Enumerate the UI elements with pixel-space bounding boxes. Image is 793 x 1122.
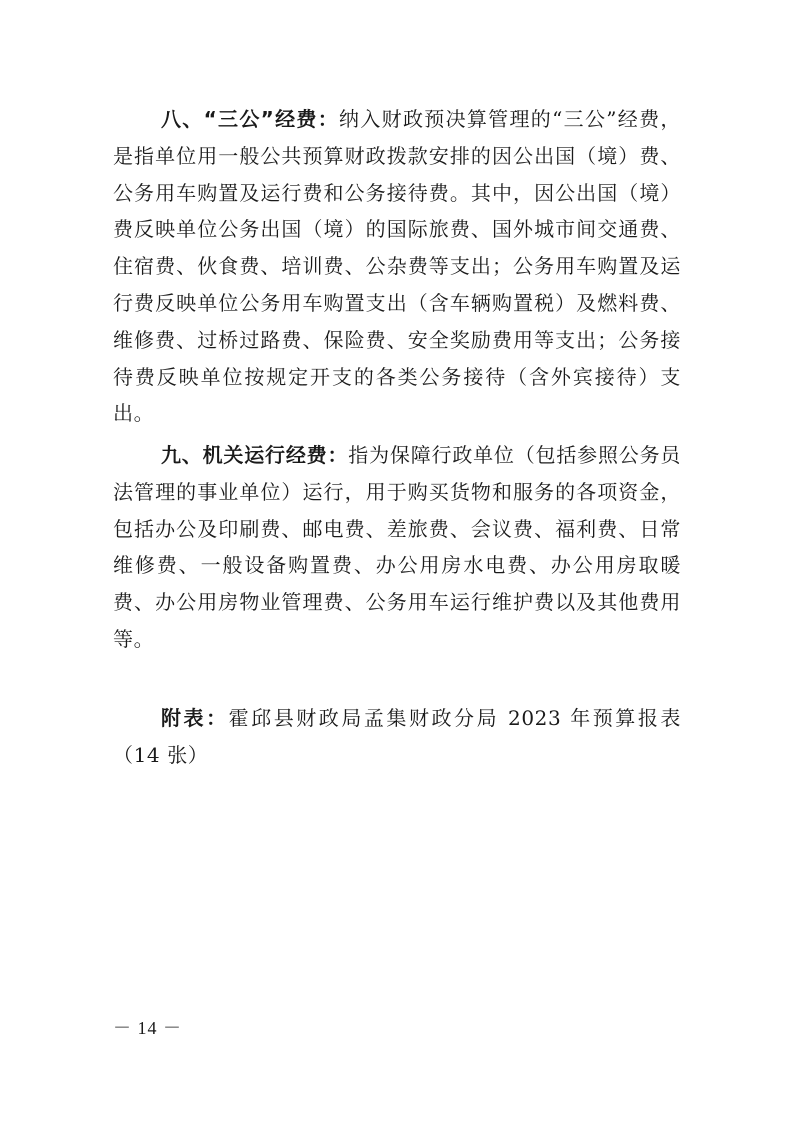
section-nine-heading: 九、机关运行经费： — [161, 443, 349, 467]
section-eight-body: 纳入财政预决算管理的“三公”经费，是指单位用一般公共预算财政拨款安排的因公出国（境）费、公务用车购置及运行费和公务接待费。其中，因公出国（境）费反映单位公务出国（境）的国际旅费、国外城市间交通费、住宿费、伙食费、培训费、公杂费等支出；公务用车购置及运行费反映单位公务用车购置支出（含车辆购置税）及燃料费、维修费、过桥过路费、保险费、安全奖励费用等支出；公务接待费反映单位按规定开支的各类公务接待（含外宾接待）支出。 — [113, 107, 681, 426]
section-nine-body: 指为保障行政单位（包括参照公务员法管理的事业单位）运行，用于购买货物和服务的各项资金，包括办公及印刷费、邮电费、差旅费、会议费、福利费、日常维修费、一般设备购置费、办公用房水电费、办公用房取暖费、办公用房物业管理费、公务用车运行维护费以及其他费用等。 — [113, 443, 681, 651]
section-eight-paragraph — [113, 101, 681, 432]
section-nine-paragraph — [113, 437, 681, 658]
appendix-body: 霍邱县财政局孟集财政分局 2023 年预算报表（14 张） — [113, 706, 681, 767]
appendix-heading: 附表： — [161, 706, 229, 730]
appendix-paragraph — [113, 700, 681, 774]
section-eight-heading: 八、“三公”经费： — [161, 107, 340, 131]
page-number: － 14 － — [113, 1018, 182, 1038]
